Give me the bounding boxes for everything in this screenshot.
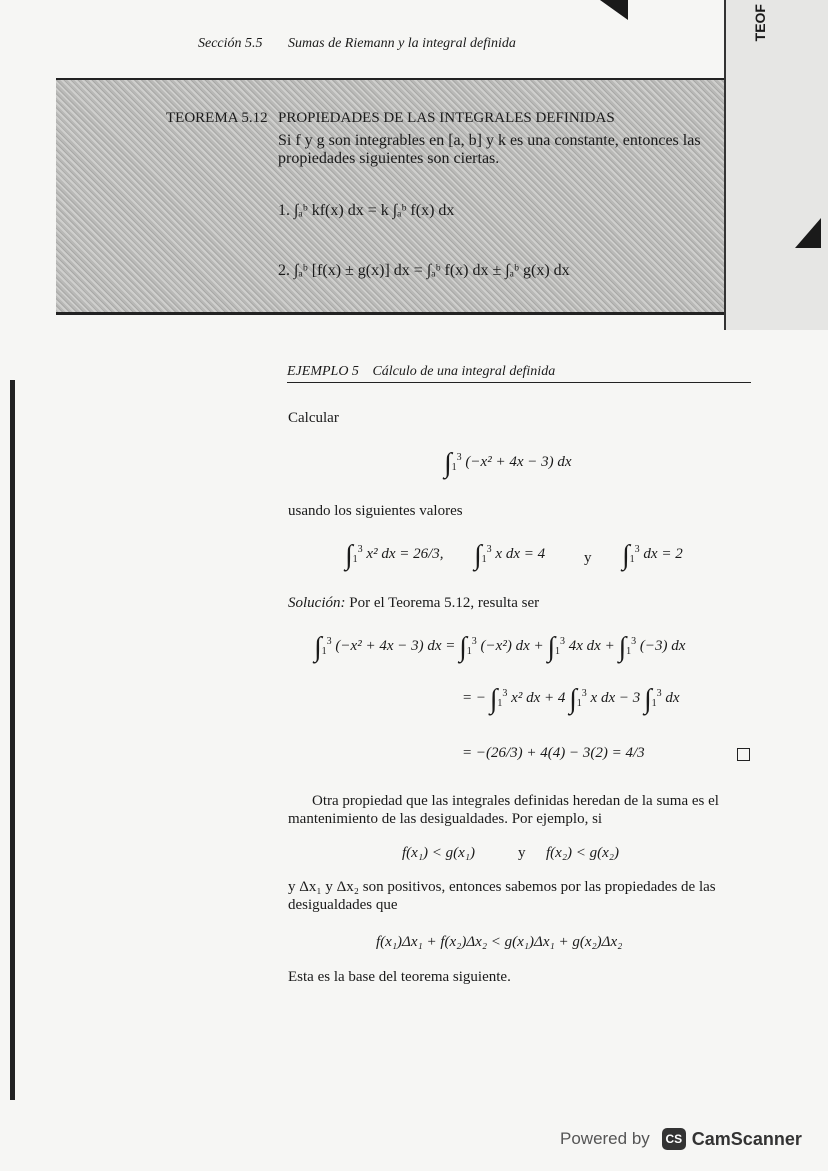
given-value-2: $\int_1^3$ x dx = 4 xyxy=(474,540,546,571)
inequality-and: y xyxy=(518,845,526,861)
theorem-title: PROPIEDADES DE LAS INTEGRALES DEFINIDAS xyxy=(278,110,615,126)
solution-label: Solución: xyxy=(288,595,346,611)
section-title: Sumas de Riemann y la integral definida xyxy=(288,36,516,51)
theorem-text: Si f y g son integrables en [a, b] y k es una constante, entonces las propiedades siguientes son ciertas. xyxy=(278,132,701,167)
binding-shadow xyxy=(10,380,15,1100)
theorem-box xyxy=(56,78,724,315)
theorem-label: TEOREMA 5.12 xyxy=(166,110,268,126)
example-header xyxy=(287,364,751,383)
camscanner-brand: CamScanner xyxy=(691,1128,802,1149)
camscanner-footer xyxy=(560,1128,802,1150)
corner-shadow xyxy=(600,0,628,20)
using-text: usando los siguientes valores xyxy=(288,503,463,519)
example-title: Cálculo de una integral definida xyxy=(372,364,556,379)
tab-marker xyxy=(795,218,821,248)
qed-box xyxy=(737,748,750,761)
and-word: y xyxy=(584,550,592,566)
paragraph-positive-deltas: y Δx₁ y Δx₂ son positivos, entonces sabemos por las propiedades de las desigualdades que xyxy=(288,879,716,913)
inequality-sum: f(x₁)Δx₁ + f(x₂)Δx₂ < g(x₁)Δx₁ + g(x₂)Δx₂ xyxy=(376,934,623,950)
inequality-1: f(x₁) < g(x₁) xyxy=(402,845,476,861)
given-value-1: $\int_1^3$ x² dx = 26/3, xyxy=(345,540,444,571)
main-integral: $\int_1^3$ (−x² + 4x − 3) dx xyxy=(444,448,572,479)
solution-step-2: = − $\int_1^3$ x² dx + 4 $\int_1^3$ x dx − 3 $\int_1^3$ dx xyxy=(462,684,680,715)
solution-text: Por el Teorema 5.12, resulta ser xyxy=(349,595,540,611)
section-number: Sección 5.5 xyxy=(198,36,263,51)
running-head xyxy=(198,36,516,52)
side-tab-text: TEOF xyxy=(752,4,768,42)
theorem-property-1: 1. ∫ₐᵇ kf(x) dx = k ∫ₐᵇ f(x) dx xyxy=(278,202,455,219)
powered-by-text: Powered by xyxy=(560,1129,650,1148)
calc-text: Calcular xyxy=(288,410,339,426)
paragraph-inequality-intro: Otra propiedad que las integrales definidas heredan de la suma es el mantenimiento de las desigualdades. Por ejemplo, si xyxy=(288,793,719,827)
solution-step-3: = −(26/3) + 4(4) − 3(2) = 4/3 xyxy=(462,745,645,761)
solution-line xyxy=(288,595,539,612)
theorem-property-2: 2. ∫ₐᵇ [f(x) ± g(x)] dx = ∫ₐᵇ f(x) dx ± ∫ₐᵇ g(x) dx xyxy=(278,262,570,279)
solution-step-1: $\int_1^3$ (−x² + 4x − 3) dx = $\int_1^3$ (−x²) dx + $\int_1^3$ 4x dx + $\int_1^3$ (−3) dx xyxy=(314,632,686,663)
inequality-2: f(x₂) < g(x₂) xyxy=(546,845,620,861)
given-value-3: $\int_1^3$ dx = 2 xyxy=(622,540,683,571)
paragraph-next-theorem: Esta es la base del teorema siguiente. xyxy=(288,969,511,985)
example-label: EJEMPLO 5 xyxy=(287,364,359,379)
camscanner-logo-icon: CS xyxy=(662,1128,686,1150)
